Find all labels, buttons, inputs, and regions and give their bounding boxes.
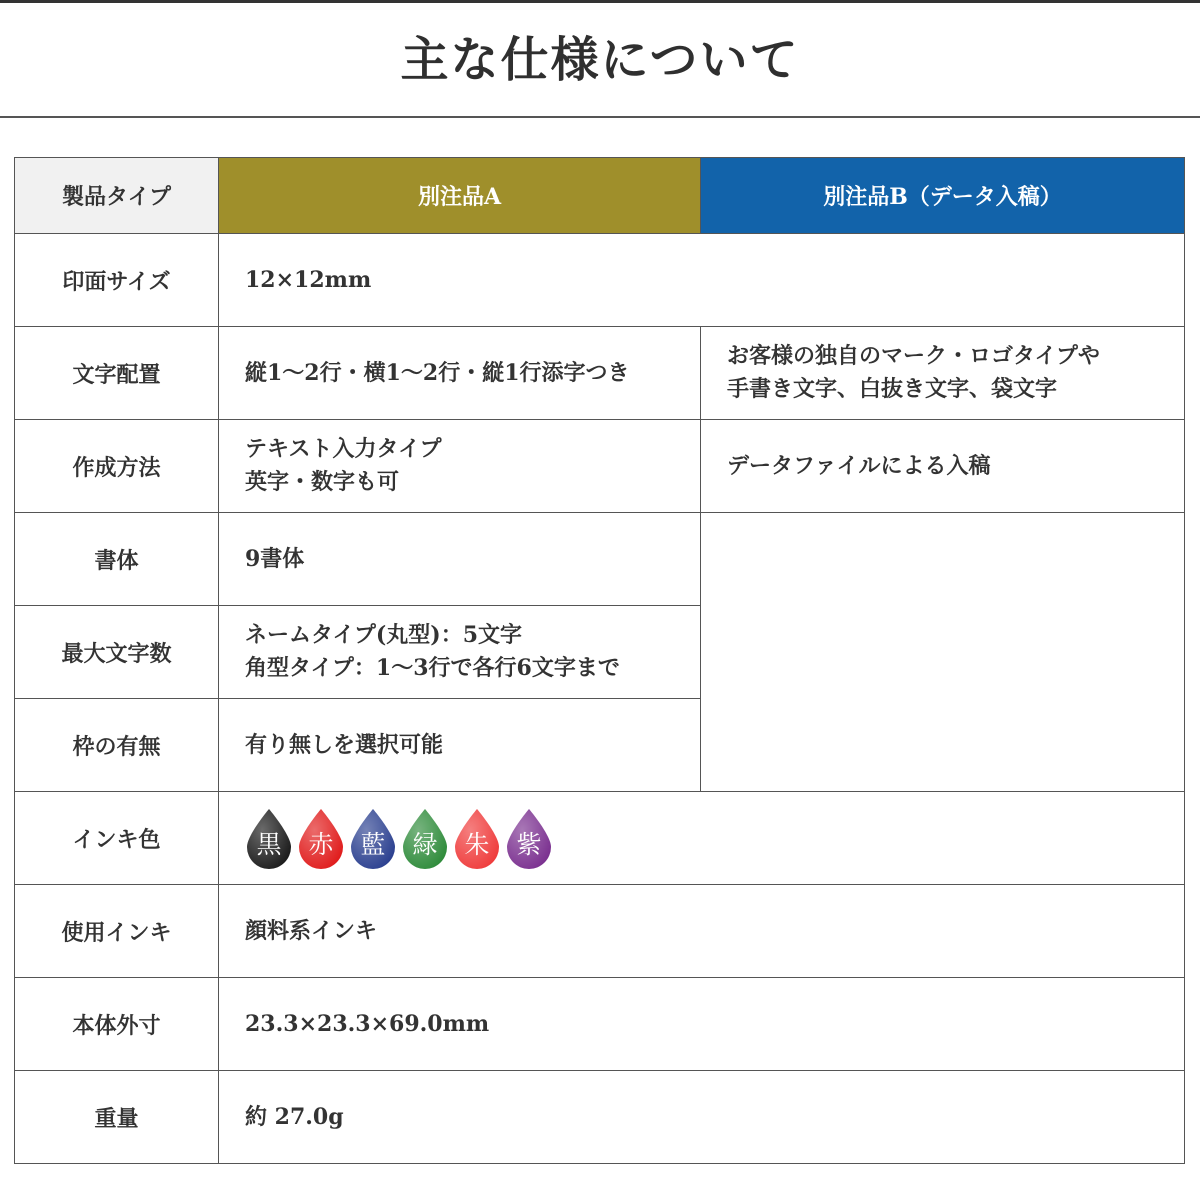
ink-drop-red-icon xyxy=(297,807,345,869)
row-label-ink-type: 使用インキ xyxy=(15,885,219,978)
table-row-dimensions xyxy=(15,978,1185,1071)
row-value-ink-type: 顔料系インキ xyxy=(219,885,1185,978)
row-label-max-chars: 最大文字数 xyxy=(15,606,219,699)
header-label-product-type: 製品タイプ xyxy=(15,158,219,234)
ink-char-label: 朱 xyxy=(464,830,490,859)
row-label-layout: 文字配置 xyxy=(15,327,219,420)
ink-char-label: 黒 xyxy=(256,830,282,859)
table-row-ink-type xyxy=(15,885,1185,978)
row-value-frame: 有り無しを選択可能 xyxy=(219,699,701,792)
table-row-weight xyxy=(15,1071,1185,1164)
table-row-print-size xyxy=(15,234,1185,327)
page-title: 主な仕様について xyxy=(400,32,800,88)
method-a-line-1: テキスト入力タイプ xyxy=(245,436,442,462)
row-value-max-chars xyxy=(219,606,701,699)
header-row xyxy=(15,158,1185,234)
ink-drop-green-icon xyxy=(401,807,449,869)
ink-drop-vermilion-icon xyxy=(453,807,501,869)
ink-char-label: 赤 xyxy=(308,830,334,859)
row-label-weight: 重量 xyxy=(15,1071,219,1164)
table-row-layout xyxy=(15,327,1185,420)
row-value-weight: 約 27.0g xyxy=(219,1071,1185,1164)
ink-swatch-list xyxy=(245,807,1184,869)
row-label-frame: 枠の有無 xyxy=(15,699,219,792)
layout-b-line-2: 手書き文字、白抜き文字、袋文字 xyxy=(727,376,1058,402)
table-row-typeface xyxy=(15,513,1185,606)
row-label-print-size: 印面サイズ xyxy=(15,234,219,327)
row-value-method-b: データファイルによる入稿 xyxy=(701,420,1185,513)
header-col-b: 別注品B（データ入稿） xyxy=(701,158,1185,234)
row-value-layout-b xyxy=(701,327,1185,420)
row-value-layout-a: 縦1～2行・横1～2行・縦1行添字つき xyxy=(219,327,701,420)
row-label-method: 作成方法 xyxy=(15,420,219,513)
ink-char-label: 藍 xyxy=(360,830,386,859)
row-label-ink-color: インキ色 xyxy=(15,792,219,885)
header-col-a: 別注品A xyxy=(219,158,701,234)
method-a-line-2: 英字・数字も可 xyxy=(245,469,400,495)
row-value-ink-color xyxy=(219,792,1185,885)
top-rule xyxy=(0,0,1200,3)
row-value-dimensions: 23.3×23.3×69.0mm xyxy=(219,978,1185,1071)
layout-b-line-1: お客様の独自のマーク・ロゴタイプや xyxy=(727,343,1100,369)
max-chars-line-1: ネームタイプ(丸型)：5文字 xyxy=(245,622,523,648)
row-value-print-size: 12×12mm xyxy=(219,234,1185,327)
ink-char-label: 緑 xyxy=(412,830,438,859)
ink-drop-black-icon xyxy=(245,807,293,869)
row-value-typeface: 9書体 xyxy=(219,513,701,606)
table-row-method xyxy=(15,420,1185,513)
spec-table xyxy=(14,157,1184,1160)
row-value-method-a xyxy=(219,420,701,513)
max-chars-line-2: 角型タイプ：1～3行で各行6文字まで xyxy=(245,655,620,681)
row-label-typeface: 書体 xyxy=(15,513,219,606)
col-b-empty-cell xyxy=(701,513,1185,792)
ink-drop-indigo-icon xyxy=(349,807,397,869)
ink-char-label: 紫 xyxy=(516,830,542,859)
row-label-dimensions: 本体外寸 xyxy=(15,978,219,1071)
title-divider xyxy=(0,116,1200,118)
table-row-ink-color xyxy=(15,792,1185,885)
ink-drop-purple-icon xyxy=(505,807,553,869)
